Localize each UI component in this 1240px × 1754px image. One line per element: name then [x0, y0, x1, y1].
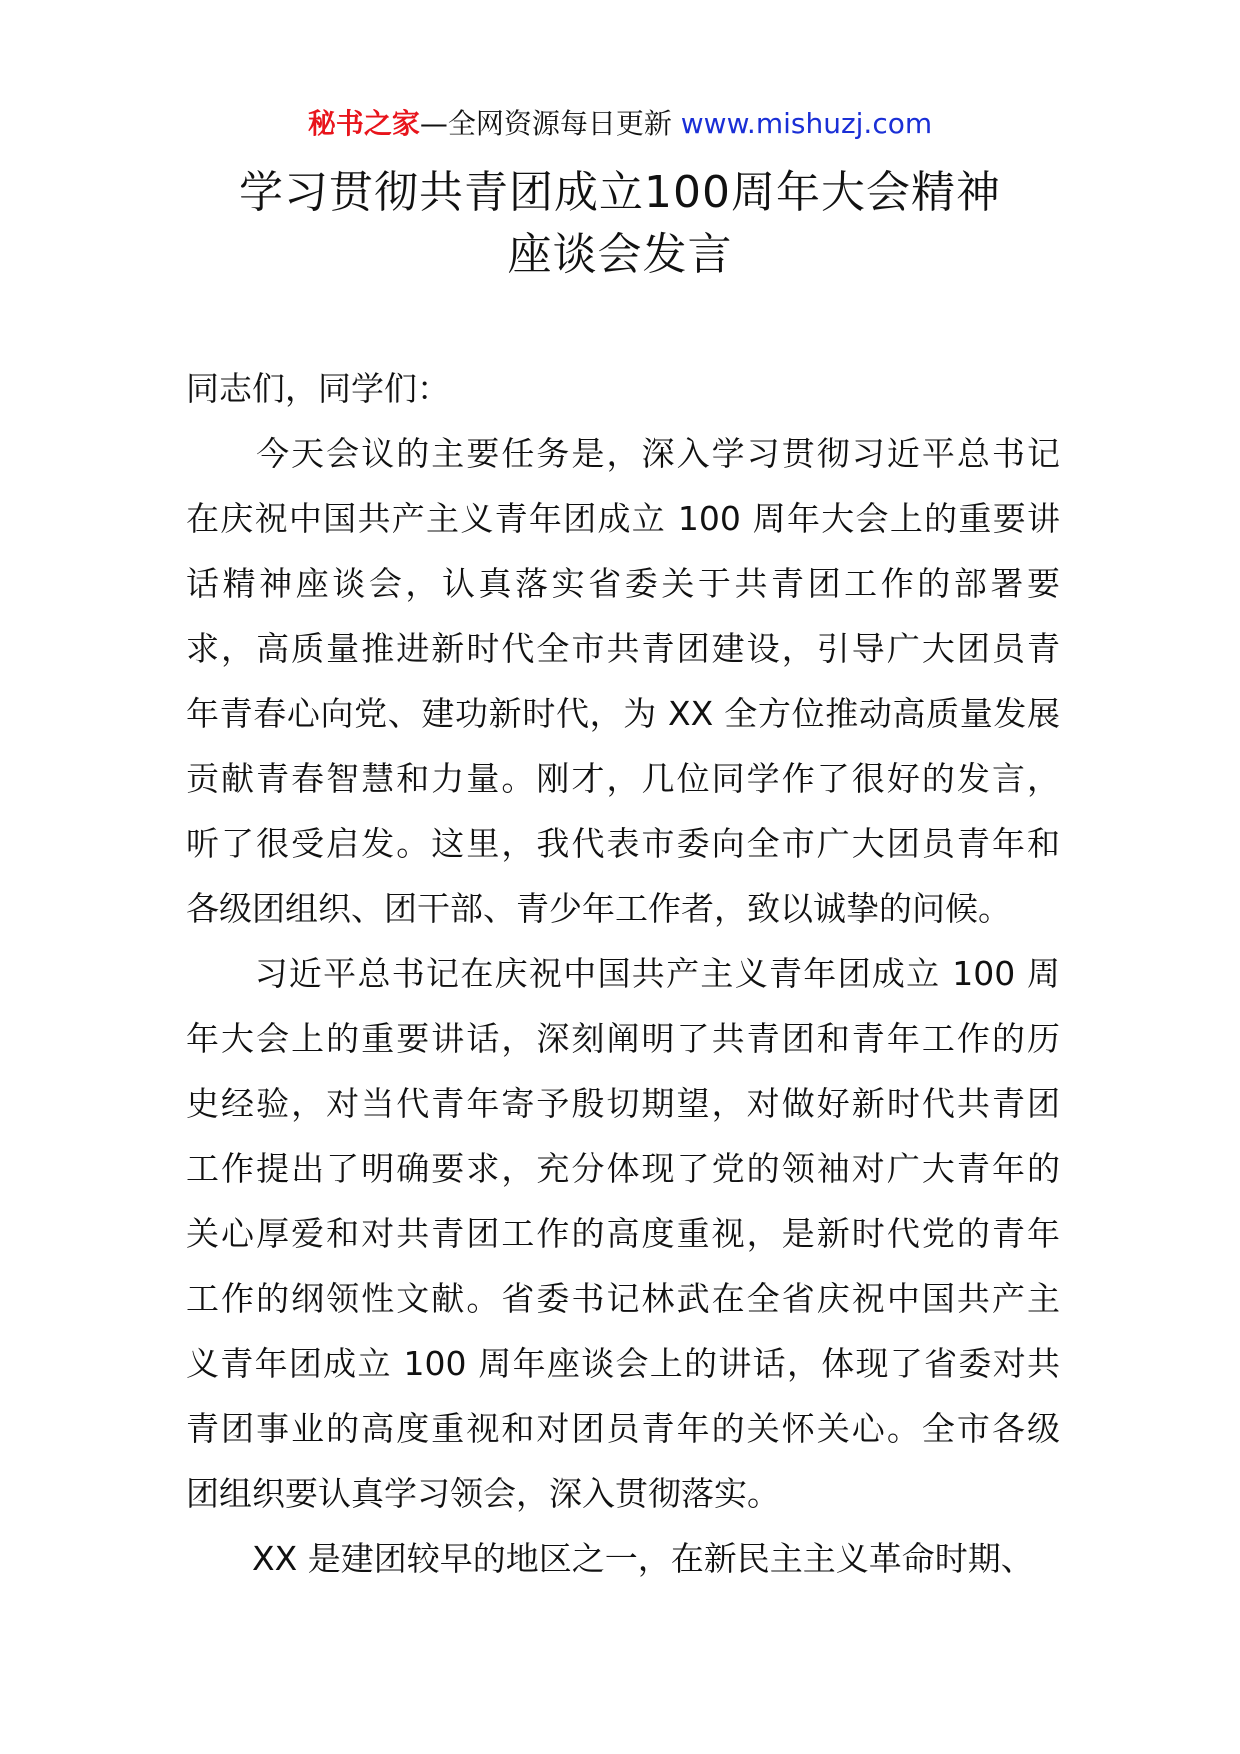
paragraph-line: 贡献青春智慧和力量。刚才，几位同学作了很好的发言， — [186, 759, 1060, 798]
paragraph-line: 史经验，对当代青年寄予殷切期望，对做好新时代共青团 — [186, 1084, 1060, 1123]
document-title — [0, 162, 1240, 286]
site-header — [0, 104, 1240, 144]
paragraph-line: 年大会上的重要讲话，深刻阐明了共青团和青年工作的历 — [186, 1019, 1060, 1058]
paragraph-3 — [186, 1526, 1060, 1591]
paragraph-line: 关心厚爱和对共青团工作的高度重视，是新时代党的青年 — [186, 1214, 1060, 1253]
paragraph-line: 团组织要认真学习领会，深入贯彻落实。 — [186, 1474, 780, 1513]
paragraph-line: 听了很受启发。这里，我代表市委向全市广大团员青年和 — [186, 824, 1060, 863]
site-tagline: —全网资源每日更新 — [419, 107, 681, 140]
title-line-1: 学习贯彻共青团成立100周年大会精神 — [239, 167, 1001, 218]
paragraph-line: 青团事业的高度重视和对团员青年的关怀关心。全市各级 — [186, 1409, 1060, 1448]
site-url-link[interactable]: www.mishuzj.com — [680, 107, 933, 140]
paragraph-line: 各级团组织、团干部、青少年工作者，致以诚挚的问候。 — [186, 889, 1011, 928]
paragraph-line: 在庆祝中国共产主义青年团成立 100 周年大会上的重要讲 — [186, 499, 1060, 538]
paragraph-2 — [186, 941, 1060, 1526]
document-body — [186, 356, 1060, 1591]
paragraph-line: XX 是建团较早的地区之一，在新民主主义革命时期、 — [186, 1539, 1034, 1578]
paragraph-line: 义青年团成立 100 周年座谈会上的讲话，体现了省委对共 — [186, 1344, 1060, 1383]
title-line-2: 座谈会发言 — [507, 229, 733, 280]
site-brand: 秘书之家 — [307, 107, 420, 140]
paragraph-line: 求，高质量推进新时代全市共青团建设，引导广大团员青 — [186, 629, 1060, 668]
paragraph-line: 习近平总书记在庆祝中国共产主义青年团成立 100 周 — [186, 954, 1060, 993]
paragraph-line: 年青春心向党、建功新时代，为 XX 全方位推动高质量发展 — [186, 694, 1060, 733]
paragraph-1 — [186, 421, 1060, 941]
paragraph-line: 工作提出了明确要求，充分体现了党的领袖对广大青年的 — [186, 1149, 1060, 1188]
paragraph-line: 今天会议的主要任务是，深入学习贯彻习近平总书记 — [186, 434, 1060, 473]
salutation: 同志们，同学们： — [186, 369, 450, 408]
paragraph-line: 话精神座谈会，认真落实省委关于共青团工作的部署要 — [186, 564, 1060, 603]
paragraph-line: 工作的纲领性文献。省委书记林武在全省庆祝中国共产主 — [186, 1279, 1060, 1318]
